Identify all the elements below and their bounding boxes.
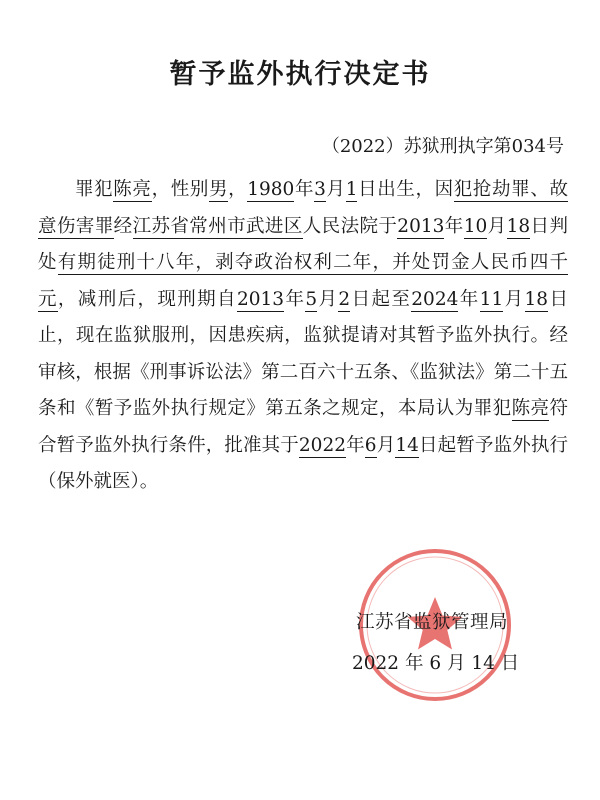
text-segment: ， [228, 179, 248, 200]
text-segment: 年 [346, 434, 365, 456]
text-segment: 日起暂予监外执行（保外就医）。 [38, 434, 568, 492]
text-segment: 年 [284, 288, 306, 310]
judgment-month: 10 [463, 215, 488, 237]
text-segment: 年 [294, 179, 315, 200]
text-segment: 罪犯 [75, 179, 114, 200]
text-segment: 月 [487, 215, 507, 237]
offender-name-repeat: 陈亮 [511, 398, 550, 419]
term-start-year: 2013 [236, 288, 285, 310]
document-number: （2022）苏狱刑执字第034号 [321, 136, 564, 157]
sentence: 有期徒刑十八年，剥夺政治权利二年，并处罚金人民币四千元 [38, 252, 568, 310]
term-start-day: 2 [338, 288, 351, 310]
judgment-year: 2013 [397, 215, 445, 237]
court-name: 江苏省常州市武进区 [132, 215, 303, 237]
text-segment: 日止，现在监狱服刑，因患疾病，监狱提请对其暂予监外执行。经审核，根据《刑事诉讼法》第二百六十五条、《监狱法》第二十五条和《暂予监外执行规定》第五条之规定，本局认为罪犯 [38, 288, 568, 419]
term-start-month: 5 [305, 288, 318, 310]
text-segment: 日出生，因 [357, 179, 454, 200]
term-end-year: 2024 [411, 288, 459, 310]
birth-year: 1980 [247, 179, 295, 200]
approval-day: 14 [395, 434, 419, 456]
birth-day: 1 [345, 179, 358, 200]
issuing-authority: 江苏省监狱管理局 [356, 612, 509, 633]
text-segment: 月 [317, 288, 339, 310]
birth-month: 3 [314, 179, 326, 200]
text-segment: 日起至 [350, 288, 412, 310]
text-segment: 月 [376, 434, 396, 456]
term-end-day: 18 [524, 288, 549, 310]
text-segment: 年 [444, 215, 464, 237]
document-body [38, 172, 568, 501]
crime: 犯抢劫罪、故意伤害罪 [38, 179, 568, 237]
text-segment: 月 [325, 179, 346, 200]
text-segment: ，性别 [151, 179, 209, 200]
offender-gender: 男 [208, 179, 229, 200]
text-segment: 日判处 [38, 215, 568, 273]
text-segment: 经 [113, 215, 133, 237]
text-segment: 年 [458, 288, 480, 310]
approval-month: 6 [364, 434, 377, 456]
approval-year: 2022 [298, 434, 346, 456]
offender-name: 陈亮 [113, 179, 152, 200]
text-segment: 月 [503, 288, 525, 310]
text-segment: ，减刑后，现刑期自 [57, 288, 237, 310]
judgment-day: 18 [506, 215, 531, 237]
text-segment: 人民法院于 [302, 215, 398, 237]
document-title: 暂予监外执行决定书 [169, 59, 431, 90]
body-paragraph [38, 172, 568, 501]
text-segment: 符合暂予监外执行条件，批准其于 [38, 398, 568, 456]
issue-date: 2022 年 6 月 14 日 [352, 653, 520, 674]
term-end-month: 11 [479, 288, 504, 310]
